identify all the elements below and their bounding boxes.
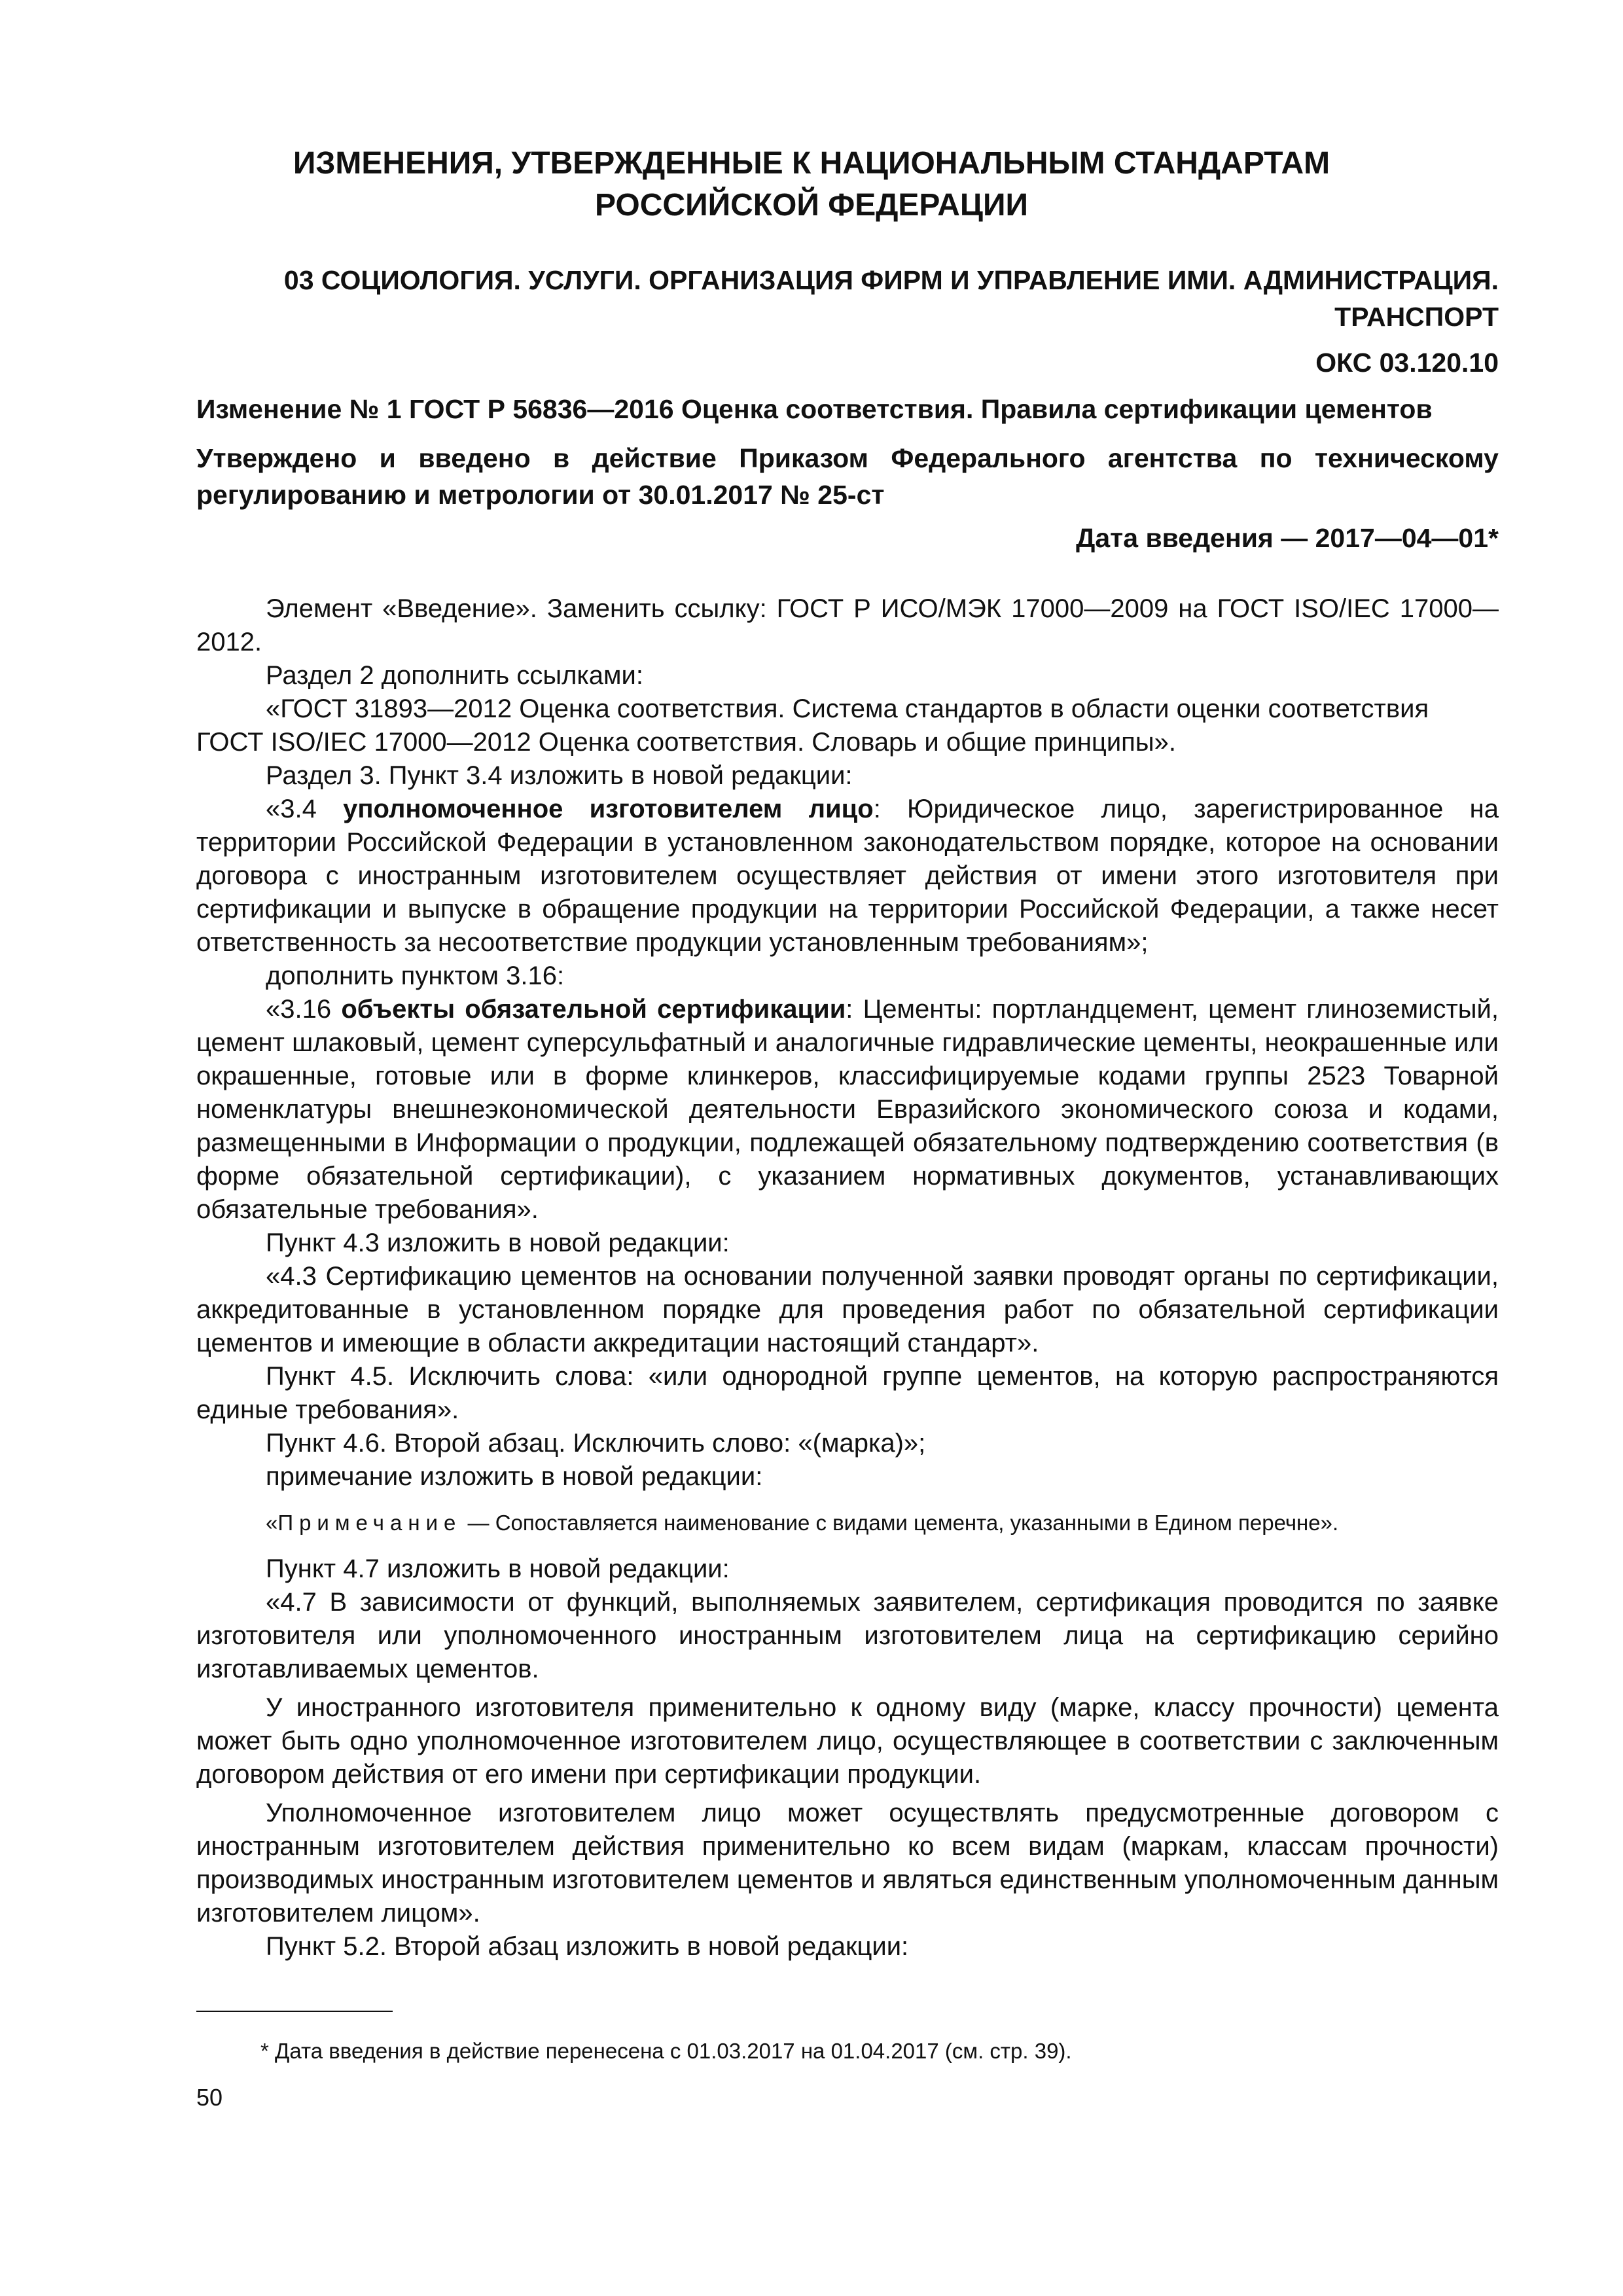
section-line-2: ТРАНСПОРТ xyxy=(1334,302,1499,332)
page-number: 50 xyxy=(196,2084,223,2111)
paragraph: Элемент «Введение». Заменить ссылку: ГОСТ Р ИСО/МЭК 17000—2009 на ГОСТ ISO/IEC 17000—2012. xyxy=(196,594,1499,656)
paragraph: Пункт 4.7 изложить в новой редакции: xyxy=(266,1554,730,1583)
section-line-1: 03 СОЦИОЛОГИЯ. УСЛУГИ. ОРГАНИЗАЦИЯ ФИРМ И УПРАВЛЕНИЕ ИМИ. АДМИНИСТРАЦИЯ. xyxy=(283,265,1499,295)
heading-line-2: РОССИЙСКОЙ ФЕДЕРАЦИИ xyxy=(595,188,1028,223)
section-title xyxy=(196,262,1499,335)
note xyxy=(196,1508,1499,1538)
footnote: * Дата введения в действие перенесена с 01.03.2017 на 01.04.2017 (см. стр. 39). xyxy=(260,2039,1072,2063)
definition-text: : Цементы: портландцемент, цемент глиноземистый, цемент шлаковый, цемент суперсульфатный и аналогичные гидравлические цементы, неокрашенные или окрашенные, готовые или в форме клинкеров, классифицируемые кодами группы 2523 Товарной номенклатуры внешнеэкономической деятельности Евразийского экономического союза и кодами, размещенными в Информации о продукции, подлежащей обязательному подтверждению соответствия (в форме обязательной сертификации), с указанием нормативных документов, устанавливающих обязательные требования». xyxy=(196,995,1499,1224)
paragraph: «4.3 Сертификацию цементов на основании полученной заявки проводят органы по сертификации, аккредитованные в установленном порядке для проведения работ по обязательной сертификации цементов и имеющие в области аккредитации настоящий стандарт». xyxy=(196,1262,1499,1357)
paragraph: Уполномоченное изготовителем лицо может осуществлять предусмотренные договором с иностранным изготовителем действия применительно ко всем видам (маркам, классам прочности) производимых иностранным изготовителем цементов и являться единственным уполномоченным данным изготовителем лицом». xyxy=(196,1799,1499,1928)
amendment-body xyxy=(196,592,1499,1964)
paragraph: ГОСТ ISO/IEC 17000—2012 Оценка соответствия. Словарь и общие принципы». xyxy=(196,728,1176,757)
definition-number: «3.4 xyxy=(266,795,344,823)
oks-code: ОКС 03.120.10 xyxy=(1315,348,1499,378)
definition-number: «3.16 xyxy=(266,995,342,1024)
paragraph: Пункт 4.5. Исключить слова: «или однородной группе цементов, на которую распространяются единые требования». xyxy=(196,1362,1499,1424)
note-open-quote: « xyxy=(266,1511,278,1535)
footnote-separator xyxy=(196,2011,393,2012)
definition-paragraph xyxy=(196,993,1499,1227)
paragraph: дополнить пунктом 3.16: xyxy=(266,961,565,990)
defined-term: уполномоченное изготовителем лицо xyxy=(343,795,874,823)
definition-text: : Юридическое лицо, зарегистрированное на территории Российской Федерации в установленном законодательством порядке, которое на основании договора с иностранным изготовителем осуществляет действия от имени этого изготовителя при сертификации и выпуске в обращение продукции на территории Российской Федерации, а также несет ответственность за несоответствие продукции установленным требованиям»; xyxy=(196,795,1499,957)
paragraph: примечание изложить в новой редакции: xyxy=(266,1462,763,1491)
amendment-title: Изменение № 1 ГОСТ Р 56836—2016 Оценка соответствия. Правила сертификации цементов xyxy=(196,394,1433,424)
paragraph: «4.7 В зависимости от функций, выполняемых заявителем, сертификация проводится по заявке изготовителя или уполномоченного иностранным изготовителем лица на сертификацию серийно изготавливаемых цементов. xyxy=(196,1588,1499,1683)
definition-paragraph xyxy=(196,793,1499,960)
paragraph: Пункт 5.2. Второй абзац изложить в новой редакции: xyxy=(266,1932,909,1961)
paragraph: Пункт 4.6. Второй абзац. Исключить слово: «(марка)»; xyxy=(266,1429,926,1458)
paragraph: У иностранного изготовителя применительно к одному виду (марке, классу прочности) цемента может быть одно уполномоченное изготовителем лицо, осуществляющее в соответствии с заключенным договором действия от его имени при сертификации продукции. xyxy=(196,1693,1499,1789)
paragraph: Пункт 4.3 изложить в новой редакции: xyxy=(266,1229,730,1257)
paragraph: «ГОСТ 31893—2012 Оценка соответствия. Система стандартов в области оценки соответствия xyxy=(266,694,1429,723)
document-heading xyxy=(196,143,1427,226)
approval-statement: Утверждено и введено в действие Приказом Федерального агентства по техническому регулированию и метрологии от 30.01.2017 № 25-ст xyxy=(196,443,1499,510)
defined-term: объекты обязательной сертификации xyxy=(341,995,846,1024)
paragraph: Раздел 2 дополнить ссылками: xyxy=(266,661,644,690)
introduction-date: Дата введения — 2017—04—01* xyxy=(1076,523,1499,553)
heading-line-1: ИЗМЕНЕНИЯ, УТВЕРЖДЕННЫЕ К НАЦИОНАЛЬНЫМ СТАНДАРТАМ xyxy=(293,146,1330,181)
note-label: Примечание xyxy=(277,1511,462,1535)
paragraph: Раздел 3. Пункт 3.4 изложить в новой редакции: xyxy=(266,761,853,790)
note-text: — Сопоставляется наименование с видами цемента, указанными в Едином перечне». xyxy=(461,1511,1339,1535)
